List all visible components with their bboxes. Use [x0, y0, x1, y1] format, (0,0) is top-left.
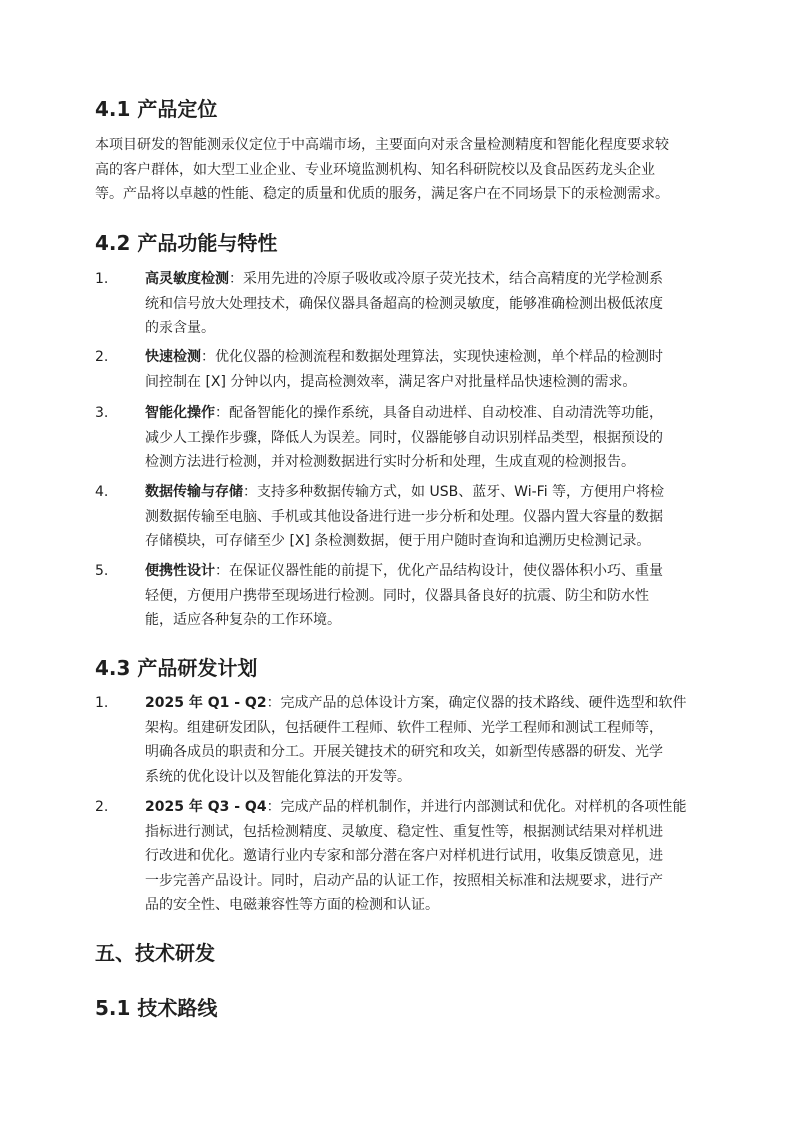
list-number: 4.	[95, 484, 109, 500]
item-text: ：支持多种数据传输方式，如 USB、蓝牙、Wi-Fi 等，方便用户将检	[243, 484, 665, 500]
text-line: 测数据传输至电脑、手机或其他设备进行进一步分析和处理。仪器内置大容量的数据	[145, 508, 663, 525]
text-line: 架构。组建研发团队，包括硬件工程师、软件工程师、光学工程师和测试工程师等，	[145, 719, 663, 736]
list-number: 1.	[95, 271, 109, 287]
item-label: 2025 年 Q3 - Q4	[145, 799, 267, 815]
text-line: 一步完善产品设计。同时，启动产品的认证工作，按照相关标准和法规要求，进行产	[145, 872, 663, 889]
text-line: 检测方法进行检测，并对检测数据进行实时分析和处理，生成直观的检测报告。	[145, 454, 635, 470]
text-line: 减少人工操作步骤，降低人为误差。同时，仪器能够自动识别样品类型，根据预设的	[145, 429, 663, 446]
text-line: 统和信号放大处理技术，确保仪器具备超高的检测灵敏度，能够准确检测出极低浓度	[145, 295, 663, 312]
item-text: ：采用先进的冷原子吸收或冷原子荧光技术，结合高精度的光学检测系	[229, 271, 663, 287]
item-label: 2025 年 Q1 - Q2	[145, 695, 267, 711]
text-line: 轻便，方便用户携带至现场进行检测。同时，仪器具备良好的抗震、防尘和防水性	[145, 587, 649, 604]
heading-4-2: 4.2 产品功能与特性	[95, 231, 278, 255]
item-text: ：优化仪器的检测流程和数据处理算法，实现快速检测，单个样品的检测时	[201, 349, 663, 365]
item-label: 数据传输与存储	[145, 484, 243, 500]
text-line: 品的安全性、电磁兼容性等方面的检测和认证。	[145, 897, 439, 913]
text-line: 存储模块，可存储至少 [X] 条检测数据，便于用户随时查询和追溯历史检测记录。	[145, 533, 651, 549]
list-number: 5.	[95, 563, 109, 579]
list-number: 2.	[95, 799, 109, 815]
text-line: 间控制在 [X] 分钟以内，提高检测效率，满足客户对批量样品快速检测的需求。	[145, 373, 637, 390]
item-label: 高灵敏度检测	[145, 271, 229, 287]
heading-chapter-5: 五、技术研发	[95, 941, 215, 965]
text-line: 系统的优化设计以及智能化算法的开发等。	[145, 768, 411, 785]
item-label: 便携性设计	[145, 563, 215, 579]
paragraph-4-1	[95, 133, 705, 207]
list-number: 3.	[95, 405, 109, 421]
text-line: 本项目研发的智能测汞仪定位于中高端市场，主要面向对汞含量检测精度和智能化程度要求较	[95, 137, 669, 153]
item-text: ：完成产品的总体设计方案，确定仪器的技术路线、硬件选型和软件	[266, 695, 687, 711]
list-number: 2.	[95, 349, 109, 365]
item-text: ：完成产品的样机制作，并进行内部测试和优化。对样机的各项性能	[266, 799, 687, 815]
item-label: 智能化操作	[145, 405, 215, 421]
item-text: ：在保证仪器性能的前提下，优化产品结构设计，使仪器体积小巧、重量	[215, 563, 663, 579]
text-line: 行改进和优化。邀请行业内专家和部分潜在客户对样机进行试用，收集反馈意见，进	[145, 848, 663, 864]
text-line: 的汞含量。	[145, 320, 215, 336]
text-line: 等。产品将以卓越的性能、稳定的质量和优质的服务，满足客户在不同场景下的汞检测需求。	[95, 186, 669, 202]
item-label: 快速检测	[145, 349, 201, 365]
item-text: ：配备智能化的操作系统，具备自动进样、自动校准、自动清洗等功能，	[215, 405, 663, 421]
heading-4-3: 4.3 产品研发计划	[95, 656, 258, 680]
text-line: 明确各成员的职责和分工。开展关键技术的研究和攻关，如新型传感器的研发、光学	[145, 744, 663, 760]
text-line: 能，适应各种复杂的工作环境。	[145, 612, 341, 628]
heading-4-1: 4.1 产品定位	[95, 97, 218, 121]
text-line: 指标进行测试，包括检测精度、灵敏度、稳定性、重复性等，根据测试结果对样机进	[145, 823, 663, 840]
text-line: 高的客户群体，如大型工业企业、专业环境监测机构、知名科研院校以及食品医药龙头企业	[95, 161, 655, 178]
list-number: 1.	[95, 695, 109, 711]
heading-5-1: 5.1 技术路线	[95, 996, 218, 1020]
